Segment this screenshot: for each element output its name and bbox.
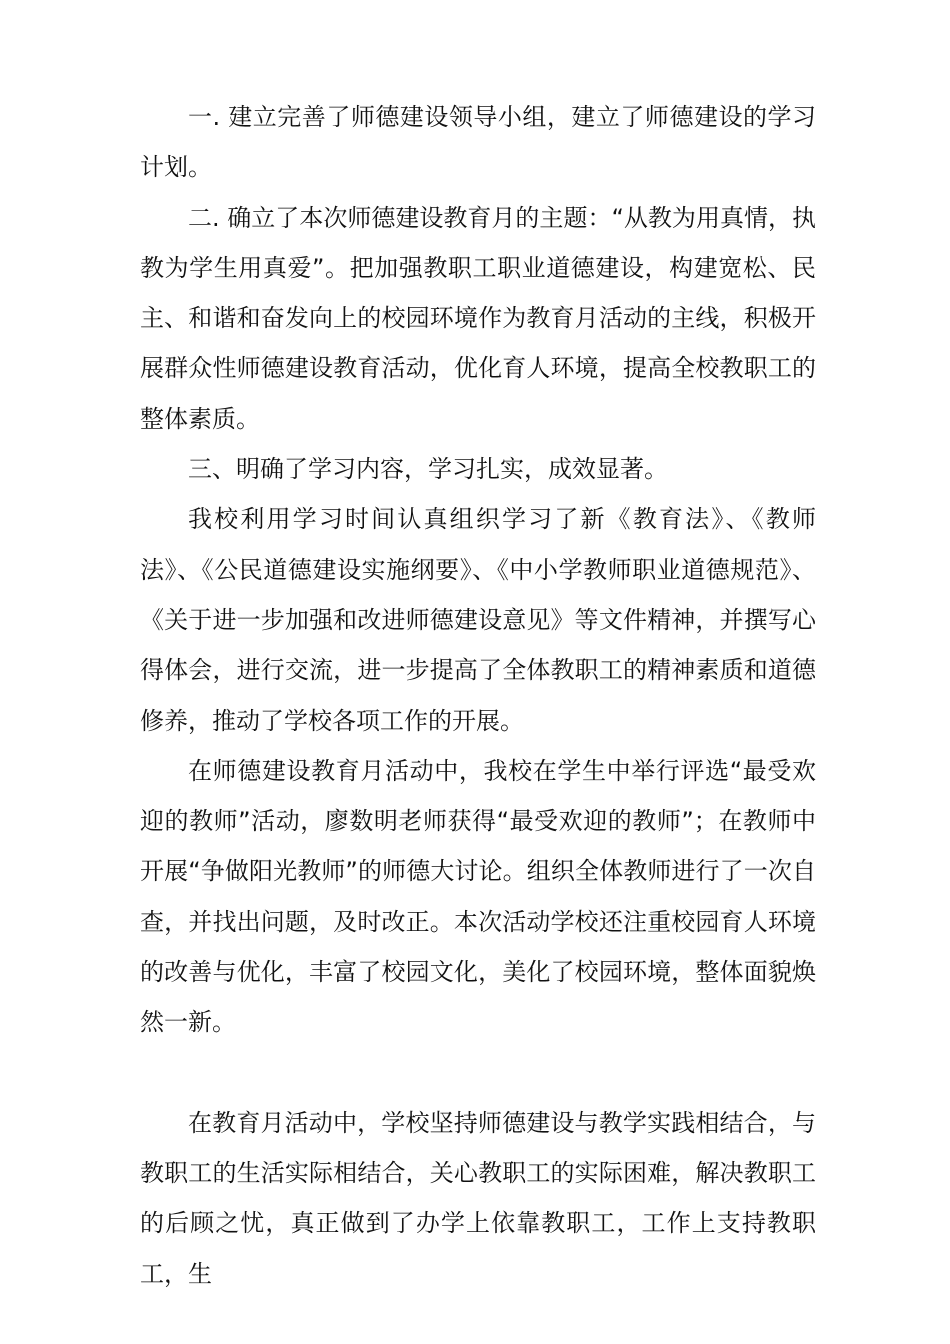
paragraph-activities: 在师德建设教育月活动中，我校在学生中举行评选“最受欢迎的教师”活动，廖数明老师获得“最受欢迎的教师”；在教师中开展“争做阳光教师”的师德大讨论。组织全体教师进行了一次自查，并找出问题，及时改正。本次活动学校还注重校园育人环境的改善与优化，丰富了校园文化，美化了校园环境，整体面貌焕然一新。 — [140, 756, 816, 1037]
paragraph-theme: 二. 确立了本次师德建设教育月的主题：“从教为用真情，执教为学生用真爱”。把加强教职工职业道德建设，构建宽松、民主、和谐和奋发向上的校园环境作为教育月活动的主线，积极开展群众性师德建设教育活动，优化育人环境，提高全校教职工的整体素质。 — [140, 203, 816, 433]
paragraph-leadership-group: 一. 建立完善了师德建设领导小组，建立了师德建设的学习计划。 — [140, 103, 816, 182]
document-body — [140, 92, 816, 1299]
paragraph-study-documents: 我校利用学习时间认真组织学习了新《教育法》、《教师法》、《公民道德建设实施纲要》、《中小学教师职业道德规范》、《关于进一步加强和改进师德建设意见》等文件精神，并撰写心得体会，进行交流，进一步提高了全体教职工的精神素质和道德修养，推动了学校各项工作的开展。 — [140, 505, 816, 735]
paragraph-study-content-heading: 三、明确了学习内容，学习扎实，成效显著。 — [188, 455, 668, 484]
paragraph-practice-combination: 在教育月活动中，学校坚持师德建设与教学实践相结合，与教职工的生活实际相结合，关心教职工的实际困难，解决教职工的后顾之忧，真正做到了办学上依靠教职工，工作上支持教职工，生 — [140, 1108, 816, 1288]
